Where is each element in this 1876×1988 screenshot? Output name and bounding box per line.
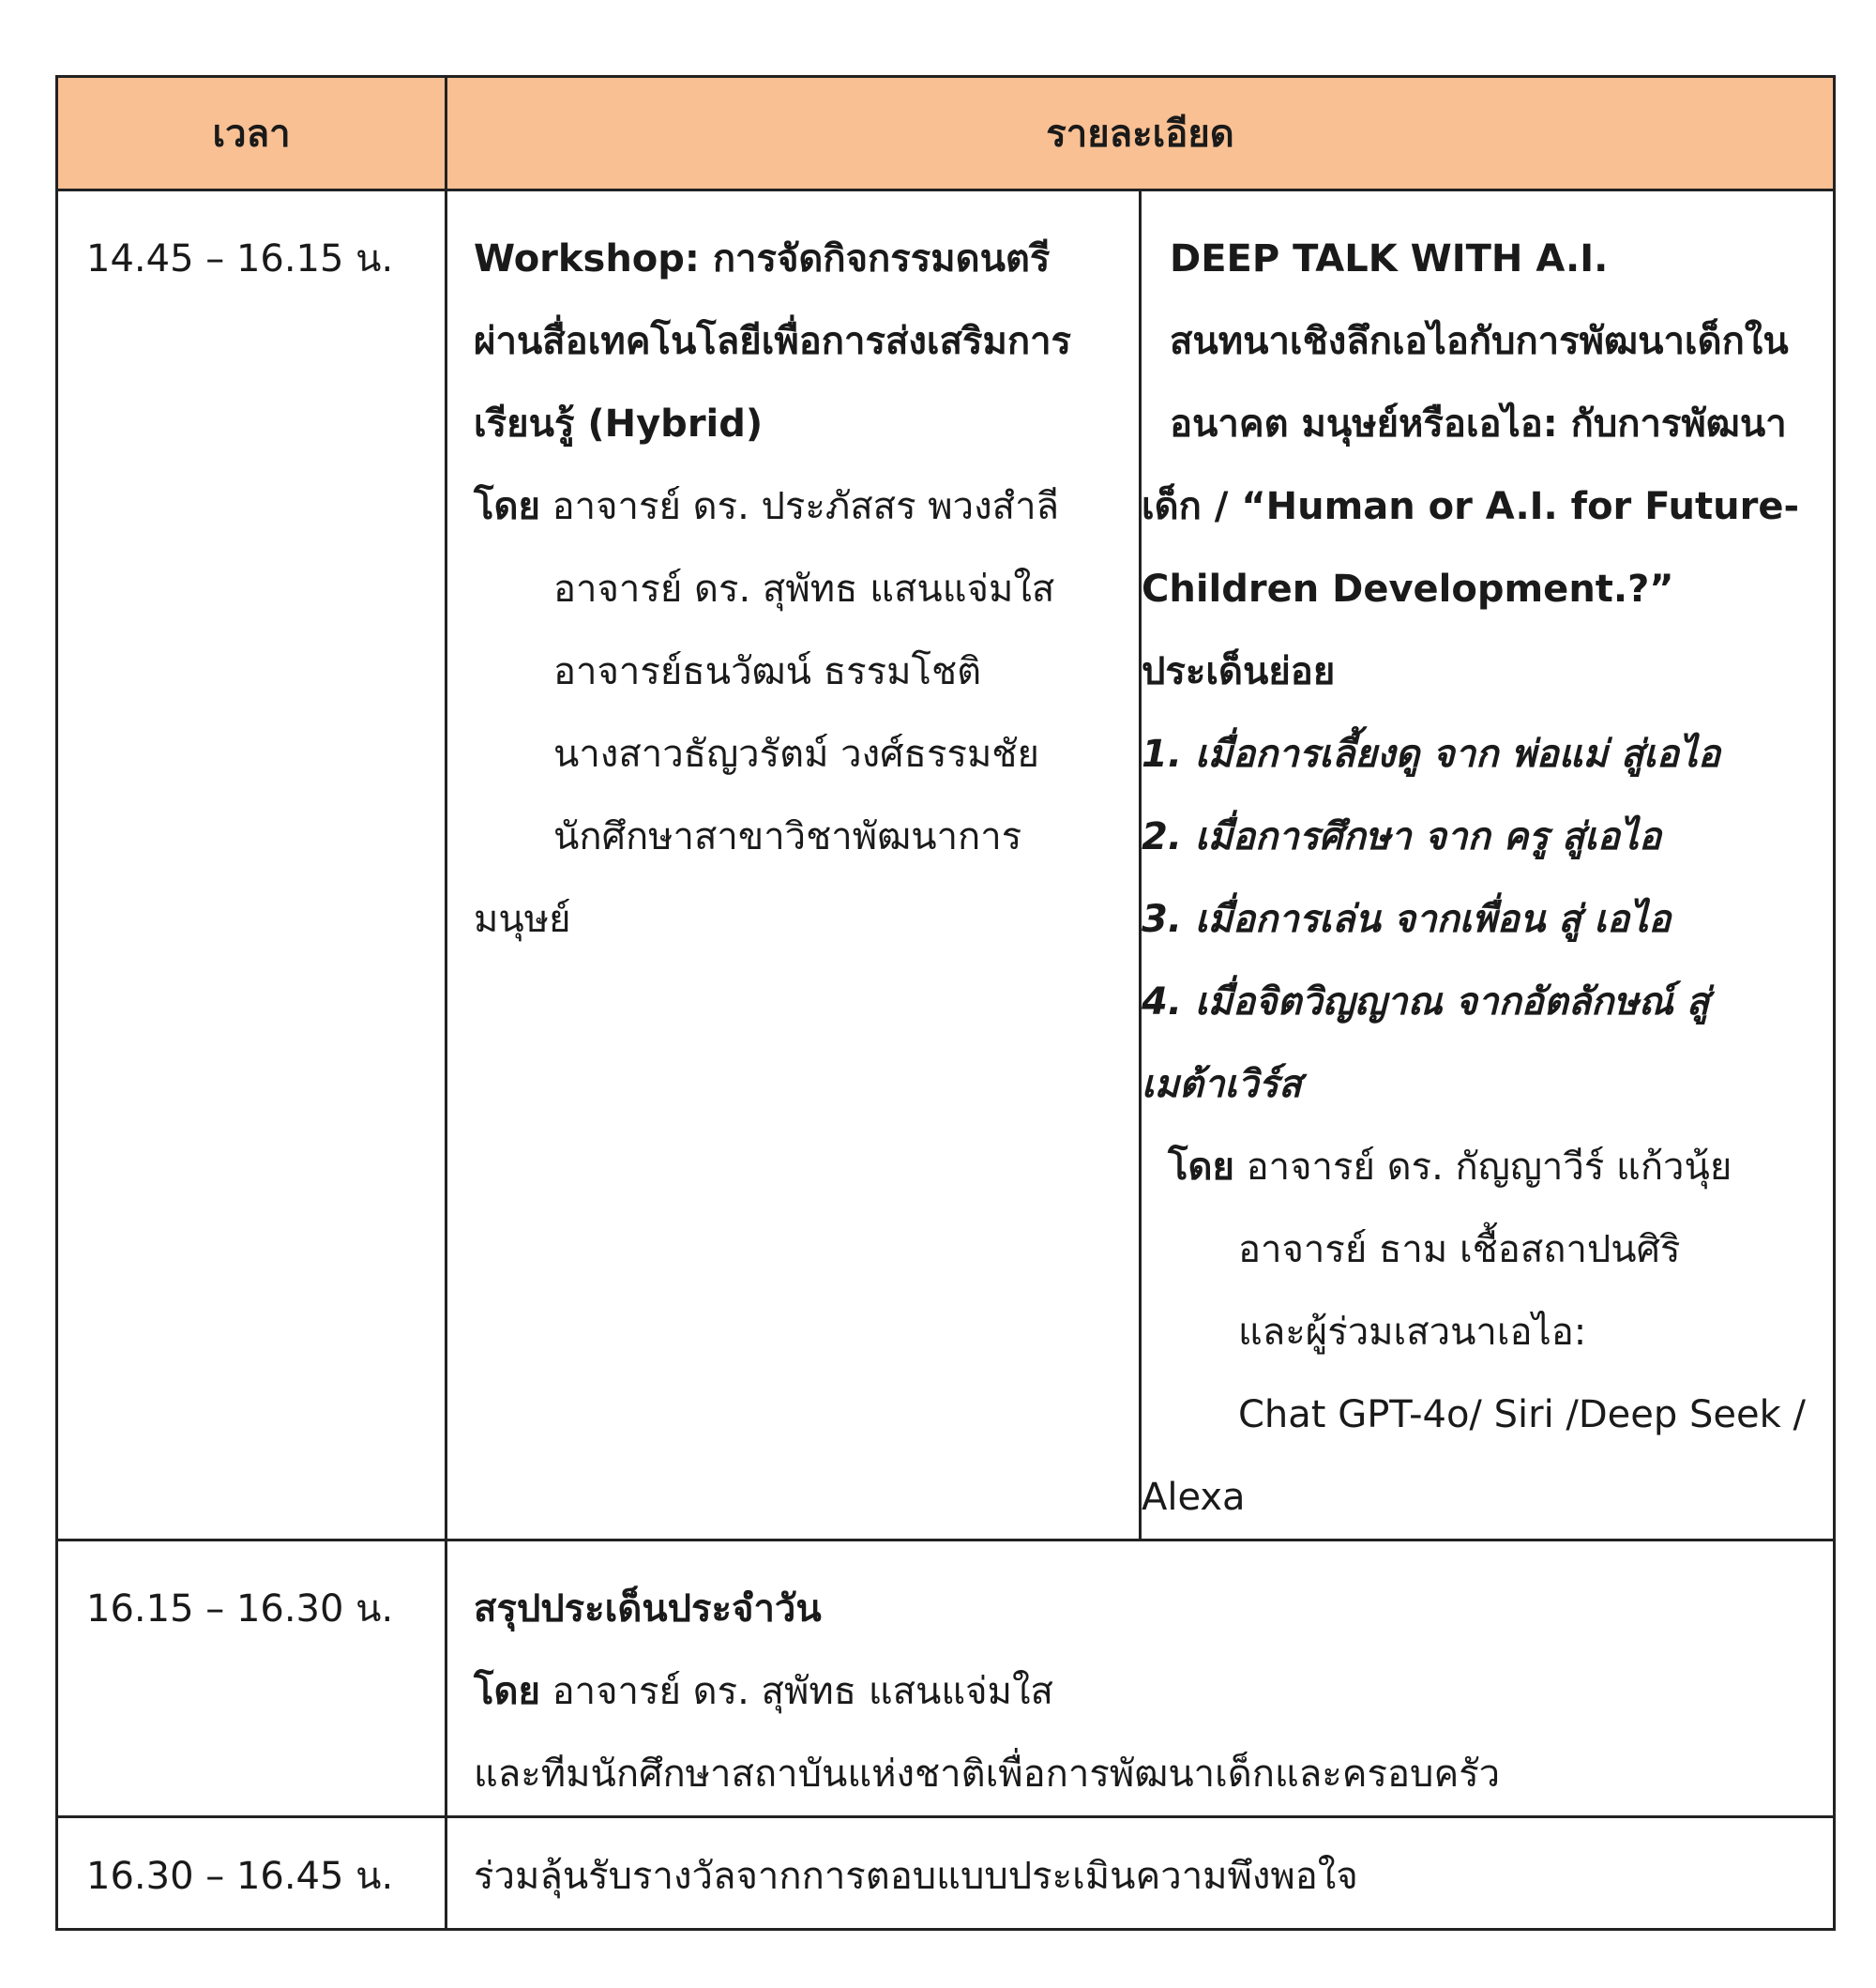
- speaker-name: นักศึกษาสาขาวิชาพัฒนาการ: [553, 815, 1022, 858]
- speaker-name: อาจารย์ ดร. สุพัทธ แสนแจ่มใส: [553, 568, 1055, 611]
- by-label: โดย: [1168, 1146, 1234, 1189]
- subtopic-item: เมต้าเวิร์ส: [1142, 1063, 1302, 1106]
- time-cell: 14.45 – 16.15 น.: [57, 190, 446, 1540]
- deep-talk-title-line: เด็ก / “Human or A.I. for Future-: [1142, 485, 1800, 528]
- speaker-name: นางสาวธัญวรัตม์ วงศ์ธรรมชัย: [553, 733, 1039, 776]
- workshop-cell: [446, 190, 1141, 1540]
- speaker-name: อาจารย์ ธาม เชื้อสถาปนศิริ: [1238, 1228, 1681, 1271]
- summary-title: สรุปประเด็นประจำวัน: [474, 1587, 822, 1631]
- schedule-table: [55, 75, 1836, 1931]
- deep-talk-title-line: สนทนาเชิงลึกเอไอกับการพัฒนาเด็กใน: [1170, 320, 1789, 363]
- speaker-name: และผู้ร่วมเสวนาเอไอ:: [1238, 1311, 1587, 1354]
- deep-talk-speaker-line: [1142, 1126, 1833, 1208]
- time-cell: 16.15 – 16.30 น.: [57, 1540, 446, 1817]
- subtopic-item: 3. เมื่อการเล่น จากเพื่อน สู่ เอไอ: [1142, 898, 1672, 941]
- deep-talk-title-line: อนาคต มนุษย์หรือเอไอ: กับการพัฒนา: [1170, 402, 1787, 446]
- speaker-tail: มนุษย์: [474, 898, 571, 941]
- subtopic-heading: ประเด็นย่อย: [1142, 650, 1336, 693]
- workshop-title-line: Workshop: การจัดกิจกรรมดนตรี: [474, 237, 1051, 281]
- deep-talk-title-line: DEEP TALK WITH A.I.: [1170, 237, 1609, 281]
- table-row: [57, 1817, 1835, 1930]
- subtopic-item: 1. เมื่อการเลี้ยงดู จาก พ่อแม่ สู่เอไอ: [1142, 733, 1720, 776]
- speaker-name: อาจารย์ธนวัฒน์ ธรรมโชติ: [553, 650, 982, 693]
- table-row: [57, 190, 1835, 1540]
- subtopic-item: 4. เมื่อจิตวิญญาณ จากอัตลักษณ์ สู่: [1142, 980, 1710, 1024]
- summary-speaker-line: [474, 1650, 1833, 1733]
- speaker-name: Chat GPT-4o/ Siri /Deep Seek /: [1238, 1393, 1806, 1436]
- final-detail-cell: [446, 1817, 1835, 1930]
- subtopic-item: 2. เมื่อการศึกษา จาก ครู สู่เอไอ: [1142, 815, 1662, 858]
- speaker-name: อาจารย์ ดร. กัญญาวีร์ แก้วนุ้ย: [1246, 1146, 1732, 1189]
- workshop-title-line: ผ่านสื่อเทคโนโลยีเพื่อการส่งเสริมการ: [474, 320, 1072, 363]
- summary-extra: และทีมนักศึกษาสถาบันแห่งชาติเพื่อการพัฒนาเด็กและครอบครัว: [474, 1753, 1501, 1796]
- workshop-title-line: เรียนรู้ (Hybrid): [474, 402, 764, 446]
- speaker-tail: Alexa: [1142, 1476, 1246, 1519]
- deep-talk-title-line: Children Development.?”: [1142, 568, 1674, 611]
- speaker-name: อาจารย์ ดร. ประภัสสร พวงสำลี: [552, 485, 1060, 528]
- final-detail-text: ร่วมลุ้นรับรางวัลจากการตอบแบบประเมินความพึงพอใจ: [474, 1855, 1358, 1898]
- header-time: เวลา: [57, 77, 446, 190]
- by-label: โดย: [474, 485, 540, 528]
- deep-talk-cell: [1141, 190, 1835, 1540]
- by-label: โดย: [474, 1670, 540, 1713]
- header-detail: รายละเอียด: [446, 77, 1835, 190]
- speaker-name: อาจารย์ ดร. สุพัทธ แสนแจ่มใส: [552, 1670, 1053, 1713]
- workshop-speaker-line: [474, 465, 1139, 548]
- table-row: [57, 1540, 1835, 1817]
- time-cell: 16.30 – 16.45 น.: [57, 1817, 446, 1930]
- header-row: [57, 77, 1835, 190]
- summary-cell: [446, 1540, 1835, 1817]
